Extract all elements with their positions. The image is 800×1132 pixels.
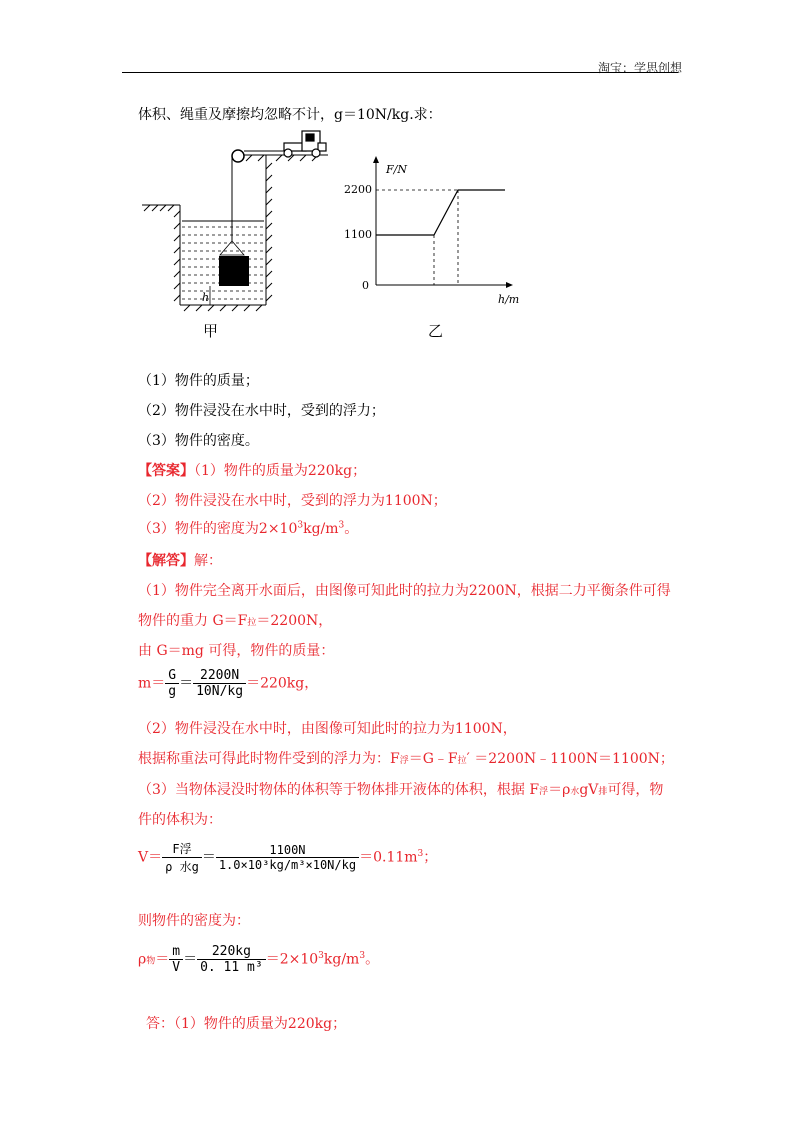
answer-density: （3）物件的密度为$2\times 10^3kg/m^3$。 bbox=[138, 520, 359, 537]
solution-p2: 物件的重力 G＝F拉＝2200N， bbox=[138, 613, 333, 629]
volume-formula: V＝ $\frac{\text{F浮}}{\text{ρ 水g}}$ ＝ $\frac{1100N}{\text{1.0×10³kg/m³×10N/kg}}$ $=0.11m^3$； bbox=[138, 842, 438, 874]
header-shop-name: 淘宝：学思创想 bbox=[597, 61, 682, 75]
question-1: （1）物件的质量； bbox=[138, 373, 259, 389]
figure-yi-origin-label: 0 bbox=[362, 279, 369, 292]
figure-yi-y-tick-1100: 1100 bbox=[344, 228, 372, 241]
answer-mass: （1）物件的质量为220kg； bbox=[194, 463, 367, 479]
solution-p1: （1）物件完全离开水面后，由图像可知此时的拉力为2200N，根据二力平衡条件可得 bbox=[138, 583, 671, 599]
figure-yi-caption: 乙 bbox=[428, 322, 444, 340]
figure-yi-x-axis-label: h/m bbox=[498, 293, 520, 306]
intro-text: 体积、绳重及摩擦均忽略不计，g＝10N/kg.求： bbox=[138, 107, 442, 123]
solution-heading: 【解答】解： bbox=[138, 553, 222, 569]
figure-yi-force-curve bbox=[376, 190, 505, 235]
solution-tag: 【解答】 bbox=[138, 553, 194, 569]
solution-p8: 则物件的密度为： bbox=[138, 913, 250, 929]
final-answer: 答：（1）物件的质量为220kg； bbox=[146, 1016, 347, 1032]
solution-p7: 件的体积为： bbox=[138, 812, 222, 828]
figure-jia-caption: 甲 bbox=[203, 322, 219, 340]
solution-p4: （2）物件浸没在水中时，由图像可知此时的拉力为1100N， bbox=[138, 721, 517, 737]
solution-p6: （3）当物体浸没时物体的体积等于物体排开液体的体积，根据 F浮＝ρ水gV排可得，物 bbox=[138, 782, 664, 798]
mass-formula: m＝ $\frac{G}{g}$ ＝ $\frac{2200N}{10N/kg}$ ＝220kg， bbox=[138, 668, 319, 699]
figure-yi-force-graph bbox=[340, 155, 540, 320]
answer-buoyancy: （2）物件浸没在水中时，受到的浮力为1100N； bbox=[138, 493, 447, 509]
density-formula: ρ物＝ $\frac{m}{V}$ ＝ $\frac{220kg}{\text{0. 11 m³}}$ $=2\times 10^3kg/m^3$。 bbox=[138, 944, 380, 975]
solution-p5: 根据称重法可得此时物件受到的浮力为：F浮＝G﹣F拉′ ＝2200N﹣1100N＝1100N； bbox=[138, 751, 674, 767]
answer-tag: 【答案】 bbox=[138, 463, 194, 479]
question-3: （3）物件的密度。 bbox=[138, 433, 259, 449]
header-rule bbox=[122, 72, 678, 73]
figure-jia-h-label: h bbox=[202, 291, 210, 304]
question-2: （2）物件浸没在水中时，受到的浮力； bbox=[138, 403, 385, 419]
answer-line-1 bbox=[138, 460, 366, 480]
figure-yi-y-axis-label: F/N bbox=[386, 163, 407, 176]
solution-p3: 由 G＝mg 可得，物件的质量： bbox=[138, 643, 335, 659]
figure-yi-y-tick-2200: 2200 bbox=[344, 183, 372, 196]
figure-jia-crane-diagram bbox=[136, 125, 336, 315]
